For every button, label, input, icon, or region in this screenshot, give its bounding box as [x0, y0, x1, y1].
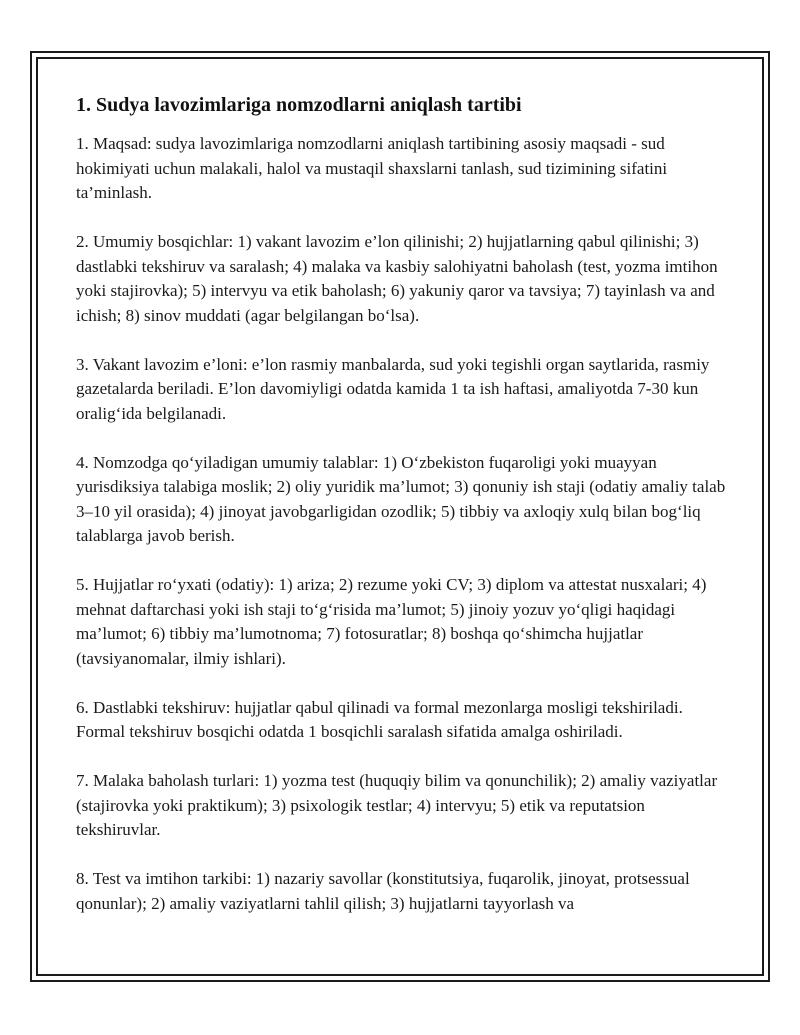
paragraph-general-stages: 2. Umumiy bosqichlar: 1) vakant lavozim e’lon qilinishi; 2) hujjatlarning qabul qilinishi; 3) dastlabki tekshiruv va saralash; 4) malaka va kasbiy salohiyatni baholash (test, yozma imtihon yoki stajirovka); 5) intervyu va etik baholash; 6) yakuniy qaror va tavsiya; 7) tayinlash va and ichish; 8) sinov muddati (agar belgilangan bo‘lsa). [76, 232, 718, 325]
paragraph-qualification-assessment: 7. Malaka baholash turlari: 1) yozma test (huquqiy bilim va qonunchilik); 2) amaliy vaziyatlar (stajirovka yoki praktikum); 3) psixologik testlar; 4) intervyu; 5) etik va reputatsion tekshiruvlar. [76, 771, 718, 839]
paragraph-test-content: 8. Test va imtihon tarkibi: 1) nazariy savollar (konstitutsiya, fuqarolik, jinoyat, protsessual qonunlar); 2) amaliy vaziyatlarni tahlil qilish; 3) hujjatlarni tayyorlash va [76, 869, 690, 913]
paragraph-document-list: 5. Hujjatlar ro‘yxati (odatiy): 1) ariza; 2) rezume yoki CV; 3) diplom va attestat nusxalari; 4) mehnat daftarchasi yoki ish staji to‘g‘risida ma’lumot; 5) jinoiy yozuv yo‘qligi haqidagi ma’lumot; 6) tibbiy ma’lumotnoma; 7) fotosuratlar; 8) boshqa qo‘shimcha hujjatlar (tavsiyanomalar, ilmiy ishlari). [76, 575, 707, 668]
paragraph-vacancy-announcement: 3. Vakant lavozim e’loni: e’lon rasmiy manbalarda, sud yoki tegishli organ saytlarida, rasmiy gazetalarda beriladi. E’lon davomiyligi odatda kamida 1 ta ish haftasi, amaliyotda 7-30 kun oralig‘ida belgilanadi. [76, 354, 710, 423]
document-title: 1. Sudya lavozimlariga nomzodlarni aniqlash tartibi [76, 94, 522, 116]
paragraph-purpose: 1. Maqsad: sudya lavozimlariga nomzodlarni aniqlash tartibining asosiy maqsadi - sud hokimiyati uchun malakali, halol va mustaqil shaxslarni tanlash, sud tizimining sifatini ta’minlash. [76, 134, 668, 202]
document-body [76, 92, 726, 941]
paragraph-preliminary-check: 6. Dastlabki tekshiruv: hujjatlar qabul qilinadi va formal mezonlarga mosligi tekshiriladi. Formal tekshiruv bosqichi odatda 1 bosqichli saralash sifatida amalga oshiriladi. [76, 697, 683, 741]
paragraph-candidate-requirements: 4. Nomzodga qo‘yiladigan umumiy talablar: 1) O‘zbekiston fuqaroligi yoki muayyan yurisdiksiya talabiga moslik; 2) oliy yuridik ma’lumot; 3) qonuniy ish staji (odatiy amaliy talab 3–10 yil orasida); 4) jinoyat javobgarligidan ozodlik; 5) tibbiy va axloqiy xulq bilan bog‘liq talablarga javob berish. [76, 452, 726, 545]
